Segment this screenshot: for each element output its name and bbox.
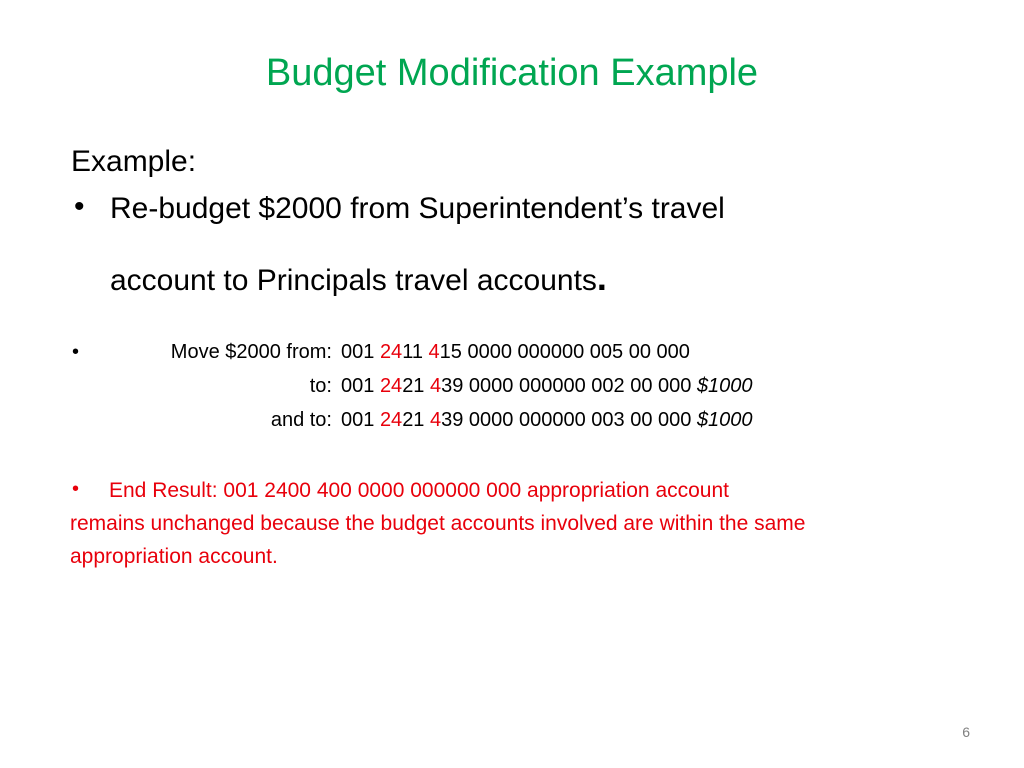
slide-title: Budget Modification Example xyxy=(265,52,759,94)
rebudget-period: . xyxy=(596,257,607,298)
account-number xyxy=(341,341,690,364)
account-highlight-function: 24 xyxy=(379,341,403,363)
result-bullet: • xyxy=(72,478,80,500)
account-function-rest: 21 xyxy=(402,409,430,431)
result-text-line-2: remains unchanged because the budget accounts involved are within the same xyxy=(70,512,806,535)
result-text-line-1: End Result: 001 2400 400 0000 000000 000 appropriation account xyxy=(109,479,729,502)
move-row-from xyxy=(0,341,1024,369)
account-highlight-object: 4 xyxy=(430,409,442,431)
move-row-label: and to: xyxy=(270,409,332,431)
move-row-and-to xyxy=(0,409,1024,437)
account-highlight-object: 4 xyxy=(428,341,440,363)
result-text-line-3: appropriation account. xyxy=(70,545,278,568)
page-number: 6 xyxy=(962,724,970,740)
account-highlight-function: 24 xyxy=(379,375,403,397)
account-fund: 001 xyxy=(341,375,380,397)
account-fund: 001 xyxy=(341,341,380,363)
account-function-rest: 21 xyxy=(402,375,430,397)
account-rest: 15 0000 000000 005 00 000 xyxy=(439,341,690,363)
rebudget-text-line-1: Re-budget $2000 from Superintendent’s travel xyxy=(110,192,725,225)
account-highlight-object: 4 xyxy=(430,375,442,397)
account-number xyxy=(341,375,753,398)
account-number xyxy=(341,409,753,432)
account-rest: 39 0000 000000 002 00 000 xyxy=(441,375,697,397)
rebudget-text-line-2 xyxy=(110,257,607,299)
move-amount: $1000 xyxy=(696,375,753,397)
move-bullet: • xyxy=(72,341,80,363)
account-function-rest: 11 xyxy=(402,341,429,363)
account-highlight-function: 24 xyxy=(379,409,403,431)
move-row-to xyxy=(0,375,1024,403)
move-row-label: to: xyxy=(309,375,332,397)
rebudget-bullet: • xyxy=(74,190,85,223)
rebudget-text-line-2-body: account to Principals travel accounts xyxy=(110,264,597,297)
move-row-label: Move $2000 from: xyxy=(170,341,332,363)
move-amount: $1000 xyxy=(696,409,753,431)
account-fund: 001 xyxy=(341,409,380,431)
example-heading: Example: xyxy=(71,145,197,178)
account-rest: 39 0000 000000 003 00 000 xyxy=(441,409,697,431)
